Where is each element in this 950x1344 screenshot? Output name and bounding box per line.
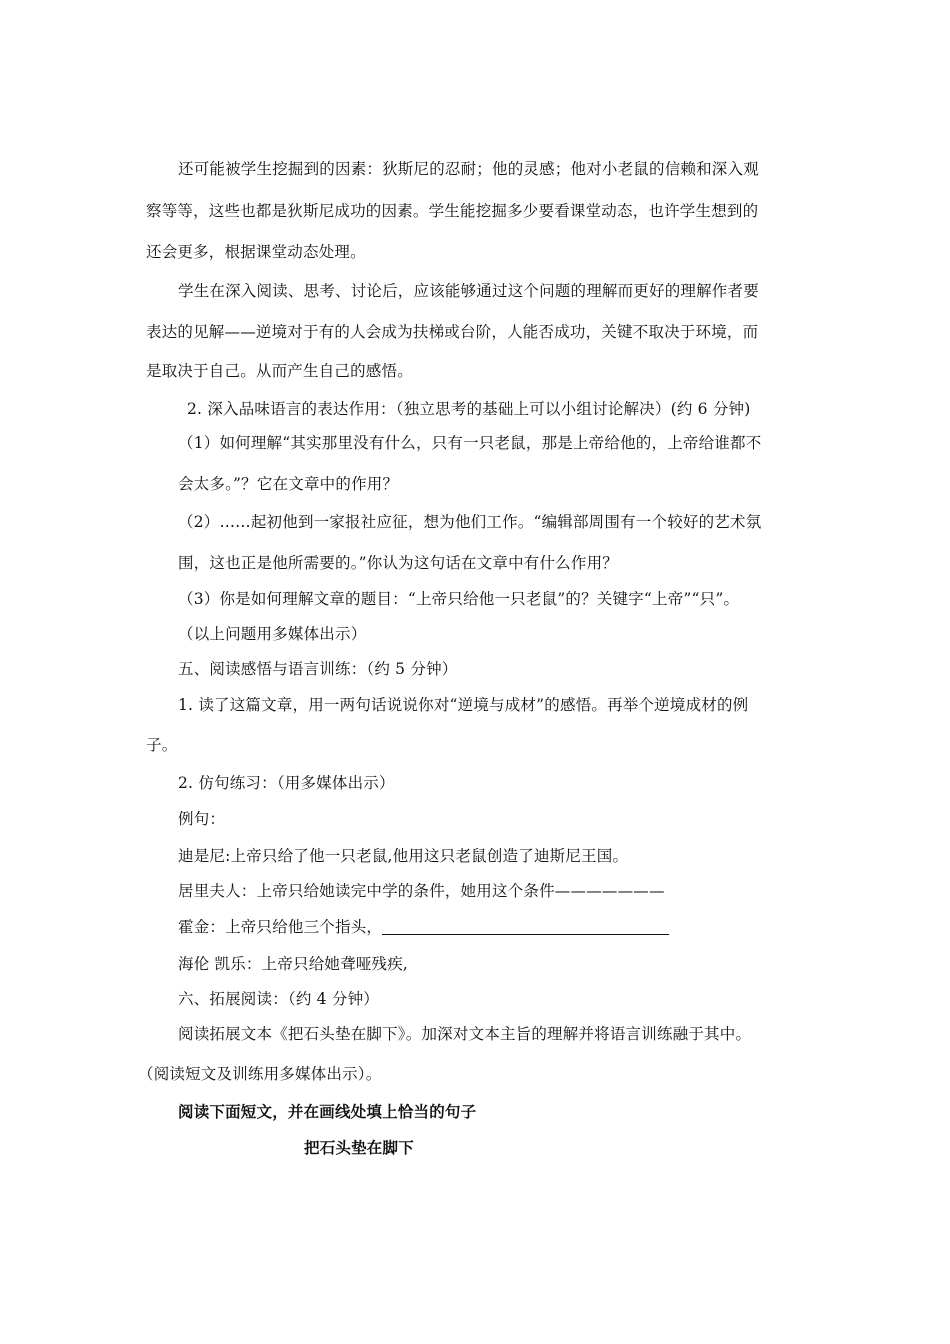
question-2-line: 围，这也正是他所需要的。”你认为这句话在文章中有什么作用？ xyxy=(178,554,618,572)
section-item-2: 2. 深入品味语言的表达作用：（独立思考的基础上可以小组讨论解决）(约 6 分钟) xyxy=(187,400,751,418)
paragraph-line: 是取决于自己。从而产生自己的感悟。 xyxy=(146,362,413,380)
exercise-1-line: 1. 读了这篇文章，用一两句话说说你对“逆境与成材”的感悟。再举个逆境成材的例 xyxy=(178,696,749,714)
section-heading-6: 六、拓展阅读：（约 4 分钟） xyxy=(178,990,379,1008)
example-label: 例句： xyxy=(178,810,226,828)
imitation-sentence: 居里夫人：上帝只给她读完中学的条件，她用这个条件——————— xyxy=(178,882,665,900)
note-line: （以上问题用多媒体出示） xyxy=(178,625,367,643)
fill-in-blank-line xyxy=(382,933,669,935)
question-2-line: （2）……起初他到一家报社应征，想为他们工作。“编辑部周围有一个较好的艺术氛 xyxy=(178,513,762,531)
paragraph-line: 阅读拓展文本《把石头垫在脚下》。加深对文本主旨的理解并将语言训练融于其中。 xyxy=(178,1025,752,1043)
imitation-sentence xyxy=(178,916,669,938)
imitation-sentence-text: 霍金：上帝只给他三个指头， xyxy=(178,918,383,936)
example-sentence: 迪是尼:上帝只给了他一只老鼠,他用这只老鼠创造了迪斯尼王国。 xyxy=(178,847,629,865)
exercise-1-line: 子。 xyxy=(146,736,178,754)
passage-title: 把石头垫在脚下 xyxy=(304,1139,414,1157)
paragraph-line: 还会更多，根据课堂动态处理。 xyxy=(146,243,366,261)
question-1-line: （1）如何理解“其实那里没有什么，只有一只老鼠，那是上帝给他的，上帝给谁都不 xyxy=(178,434,762,452)
question-3-line: （3）你是如何理解文章的题目：“上帝只给他一只老鼠”的？关键字“上帝”“只”。 xyxy=(178,590,740,608)
paragraph-line: 察等等，这些也都是狄斯尼成功的因素。学生能挖掘多少要看课堂动态，也许学生想到的 xyxy=(146,202,759,220)
paragraph-line: 还可能被学生挖掘到的因素：狄斯尼的忍耐；他的灵感；他对小老鼠的信赖和深入观 xyxy=(178,160,759,178)
instruction-heading: 阅读下面短文，并在画线处填上恰当的句子 xyxy=(178,1103,477,1121)
section-heading-5: 五、阅读感悟与语言训练：（约 5 分钟） xyxy=(178,660,458,678)
paragraph-line: 学生在深入阅读、思考、讨论后，应该能够通过这个问题的理解而更好的理解作者要 xyxy=(178,282,759,300)
exercise-2-line: 2. 仿句练习：（用多媒体出示） xyxy=(178,774,395,792)
paragraph-line: 表达的见解——逆境对于有的人会成为扶梯或台阶，人能否成功，关键不取决于环境，而 xyxy=(146,323,759,341)
imitation-sentence: 海伦 凯乐：上帝只给她聋哑残疾, xyxy=(178,955,409,973)
paragraph-line: （阅读短文及训练用多媒体出示）。 xyxy=(138,1065,382,1083)
question-1-line: 会太多。”？它在文章中的作用？ xyxy=(178,475,399,493)
